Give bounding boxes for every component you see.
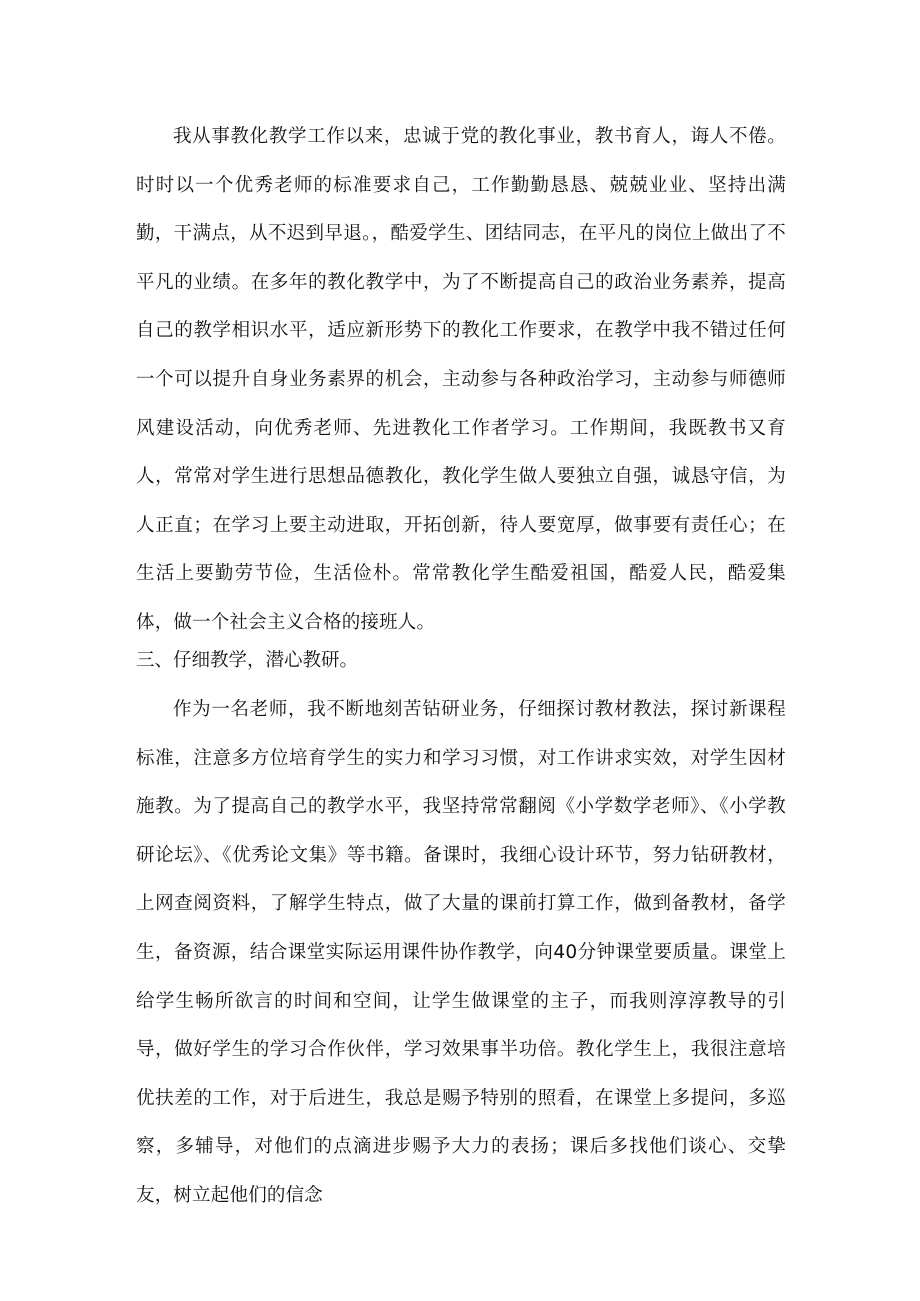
section-heading-teaching-research: 三、仔细教学，潜心教研。 — [136, 650, 359, 671]
paragraph-teaching-research: 作为一名老师，我不断地刻苦钻研业务，仔细探讨教材教法，探讨新课程标准，注意多方位培育学生的实力和学习习惯，对工作讲求实效，对学生因材施教。为了提高自己的教学水平，我坚持常常翻阅《小学数学老师》、《小学教研论坛》、《优秀论文集》等书籍。备课时，我细心设计环节，努力钻研教材，上网查阅资料，了解学生特点，做了大量的课前打算工作，做到备教材，备学生，备资源，结合课堂实际运用课件协作教学，向40分钟课堂要质量。课堂上给学生畅所欲言的时间和空间，让学生做课堂的主子，而我则淳淳教导的引导，做好学生的学习合作伙伴，学习效果事半功倍。教化学生上，我很注意培优扶差的工作，对于后进生，我总是赐予特别的照看，在课堂上多提问，多巡察，多辅导，对他们的点滴进步赐予大力的表扬；课后多找他们谈心、交挚友，树立起他们的信念 — [136, 699, 786, 1206]
paragraph-work-attitude: 我从事教化教学工作以来，忠诚于党的教化事业，教书育人，诲人不倦。时时以一个优秀老师的标准要求自己，工作勤勤恳恳、兢兢业业、坚持出满勤，干满点，从不迟到早退。，酷爱学生、团结同志，在平凡的岗位上做出了不平凡的业绩。在多年的教化教学中，为了不断提高自己的政治业务素养，提高自己的教学相识水平，适应新形势下的教化工作要求，在教学中我不错过任何一个可以提升自身业务素界的机会，主动参与各种政治学习，主动参与师德师风建设活动，向优秀老师、先进教化工作者学习。工作期间，我既教书又育人，常常对学生进行思想品德教化，教化学生做人要独立自强，诚恳守信，为人正直；在学习上要主动进取，开拓创新，待人要宽厚，做事要有责任心；在生活上要勤劳节俭，生活俭朴。常常教化学生酷爱祖国，酷爱人民，酷爱集体，做一个社会主义合格的接班人。 — [136, 126, 786, 633]
